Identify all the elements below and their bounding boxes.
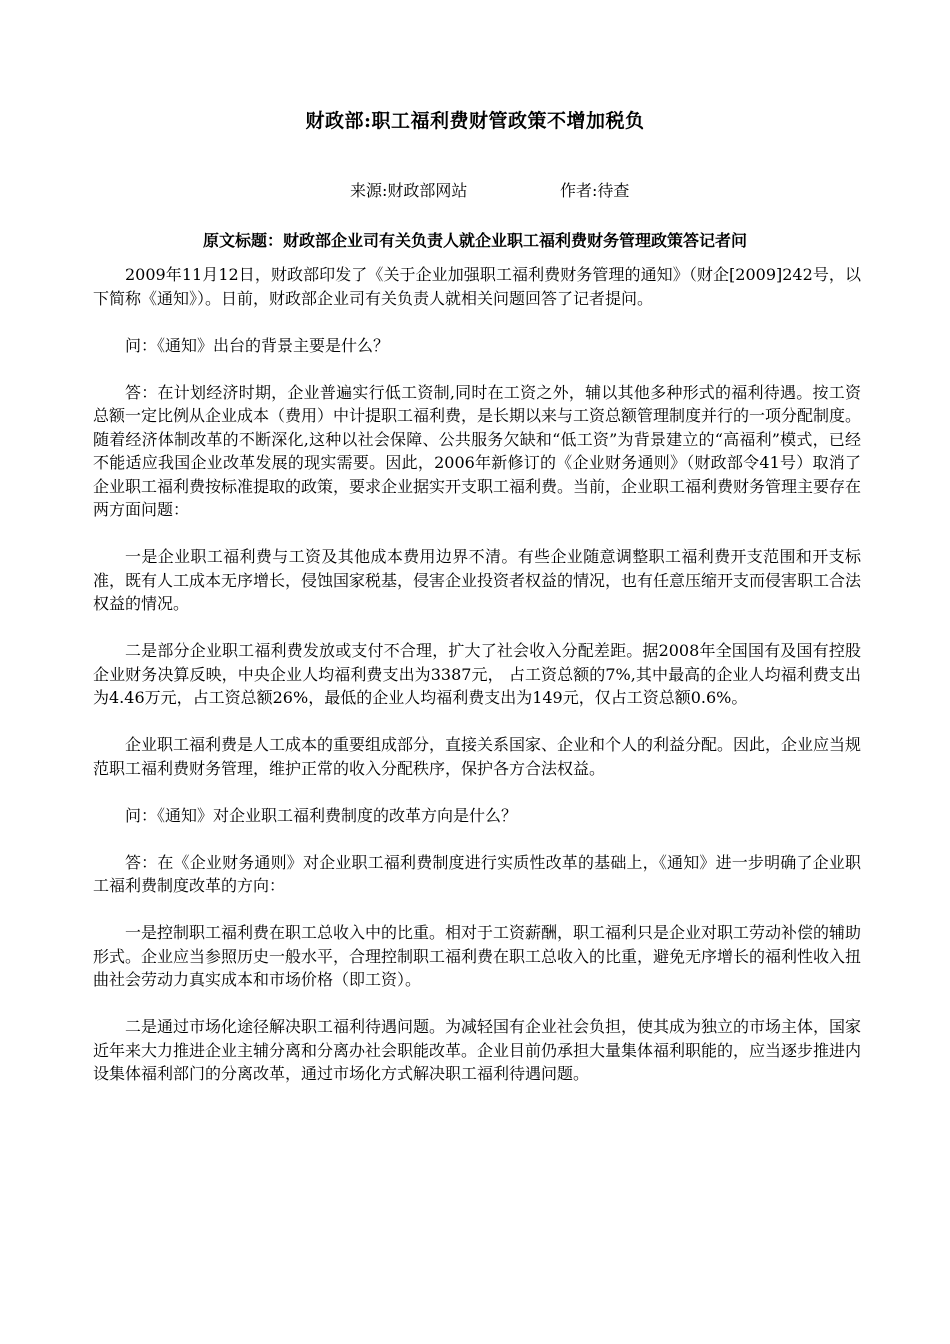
paragraph: 答：在《企业财务通则》对企业职工福利费制度进行实质性改革的基础上，《通知》进一步明确了企业职工福利费制度改革的方向： — [93, 852, 861, 895]
source-label: 来源:财政部网站 — [350, 181, 468, 200]
paragraph: 一是企业职工福利费与工资及其他成本费用边界不清。有些企业随意调整职工福利费开支范围和开支标准，既有人工成本无序增长，侵蚀国家税基，侵害企业投资者权益的情况，也有任意压缩开支而侵害职工合法权益的情况。 — [93, 547, 862, 613]
paragraph: 二是部分企业职工福利费发放或支付不合理，扩大了社会收入分配差距。据2008年全国国有及国有控股企业财务决算反映，中央企业人均福利费支出为3387元， 占工资总额的7%,其中最高的企业人均福利费支出为4.46万元，占工资总额26%，最低的企业人均福利费支出为149元，仅占工资总额0.6%。 — [93, 641, 861, 707]
document-title: 财政部:职工福利费财管政策不增加税负 — [305, 110, 645, 132]
paragraph: 2009年11月12日，财政部印发了《关于企业加强职工福利费财务管理的通知》（财企[2009]242号，以下简称《通知》）。日前，财政部企业司有关负责人就相关问题回答了记者提问。 — [93, 265, 861, 308]
paragraph: 问：《通知》对企业职工福利费制度的改革方向是什么？ — [125, 805, 518, 825]
paragraph: 问：《通知》出台的背景主要是什么？ — [125, 335, 390, 355]
paragraph: 企业职工福利费是人工成本的重要组成部分，直接关系国家、企业和个人的利益分配。因此，企业应当规范职工福利费财务管理，维护正常的收入分配秩序，保护各方合法权益。 — [93, 735, 862, 778]
original-title: 原文标题：财政部企业司有关负责人就企业职工福利费财务管理政策答记者问 — [202, 231, 747, 250]
paragraph: 一是控制职工福利费在职工总收入中的比重。相对于工资薪酬，职工福利只是企业对职工劳动补偿的辅助形式。企业应当参照历史一般水平，合理控制职工福利费在职工总收入的比重，避免无序增长的福利性收入扭曲社会劳动力真实成本和市场价格（即工资）。 — [93, 923, 862, 989]
paragraph: 二是通过市场化途径解决职工福利待遇问题。为减轻国有企业社会负担，使其成为独立的市场主体，国家近年来大力推进企业主辅分离和分离办社会职能改革。企业目前仍承担大量集体福利职能的，应当逐步推进内设集体福利部门的分离改革，通过市场化方式解决职工福利待遇问题。 — [93, 1017, 862, 1083]
paragraph: 答：在计划经济时期，企业普遍实行低工资制,同时在工资之外，辅以其他多种形式的福利待遇。按工资总额一定比例从企业成本（费用）中计提职工福利费，是长期以来与工资总额管理制度并行的一项分配制度。随着经济体制改革的不断深化,这种以社会保障、公共服务欠缺和“低工资”为背景建立的“高福利”模式，已经不能适应我国企业改革发展的现实需要。因此，2006年新修订的《企业财务通则》（财政部令41号）取消了企业职工福利费按标准提取的政策，要求企业据实开支职工福利费。当前，企业职工福利费财务管理主要存在两方面问题： — [93, 382, 862, 519]
author-label: 作者:待查 — [560, 181, 630, 200]
document-body — [93, 263, 861, 1109]
